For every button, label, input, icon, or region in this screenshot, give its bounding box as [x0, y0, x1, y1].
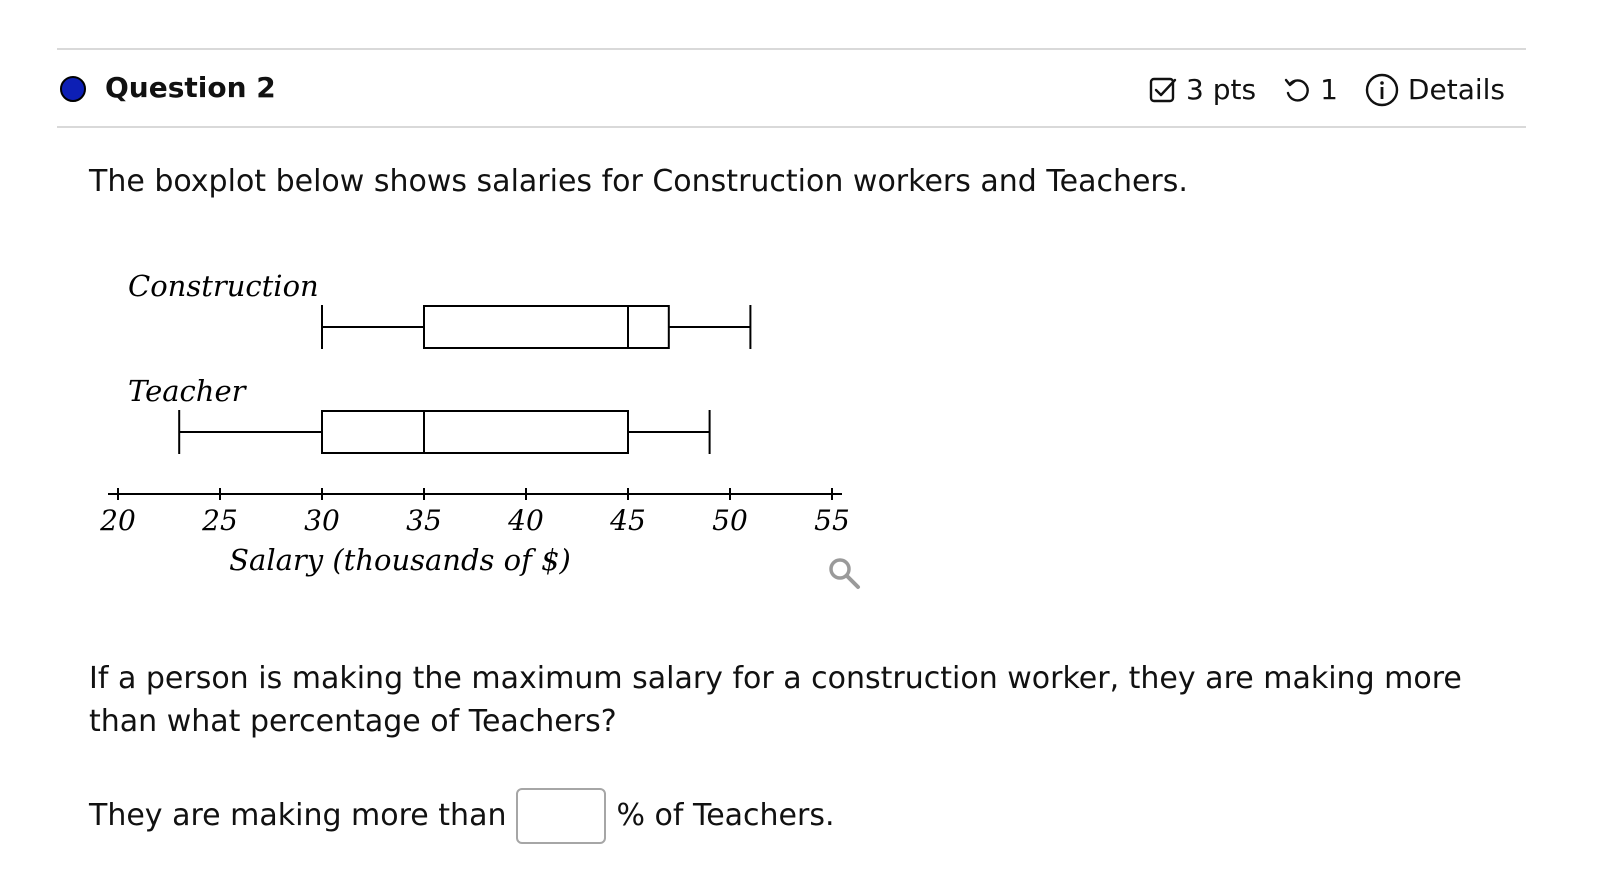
boxplot-chart: [90, 270, 920, 630]
teacher-series-label: Teacher: [128, 374, 246, 408]
boxplot-svg: [90, 270, 920, 630]
question-meta: [1148, 70, 1505, 110]
magnifier-icon[interactable]: [831, 560, 858, 587]
retry-icon: [1282, 75, 1312, 105]
teacher-box: [322, 411, 628, 453]
x-tick-label-35: 35: [406, 504, 442, 537]
header-divider-bottom: [57, 126, 1526, 128]
points-label: 3 pts: [1186, 73, 1257, 106]
details-link[interactable]: Details: [1407, 73, 1505, 106]
question-title: Question 2: [105, 71, 276, 104]
attempts-count: 1: [1320, 73, 1338, 106]
x-tick-label-50: 50: [712, 504, 748, 537]
x-tick-label-55: 55: [814, 504, 850, 537]
answer-row: [89, 786, 835, 846]
question-prompt: The boxplot below shows salaries for Construction workers and Teachers.: [89, 164, 1188, 199]
checkbox-icon: [1148, 75, 1178, 105]
info-icon[interactable]: [1364, 72, 1400, 108]
construction-box: [424, 306, 669, 348]
x-tick-label-30: 30: [304, 504, 340, 537]
header-divider-top: [57, 48, 1526, 50]
answer-suffix: % of Teachers.: [616, 798, 835, 833]
x-tick-label-20: 20: [100, 504, 136, 537]
answer-input[interactable]: [516, 788, 606, 844]
construction-series-label: Construction: [128, 270, 319, 303]
question-body: If a person is making the maximum salary for a construction worker, they are making more than what percentage of Teachers?: [89, 661, 1462, 739]
x-tick-label-25: 25: [202, 504, 238, 537]
question-status-icon: [60, 76, 86, 102]
x-tick-label-45: 45: [610, 504, 646, 537]
x-axis-title: Salary (thousands of $): [229, 543, 571, 577]
x-tick-label-40: 40: [508, 504, 544, 537]
answer-prefix: They are making more than: [89, 798, 507, 833]
